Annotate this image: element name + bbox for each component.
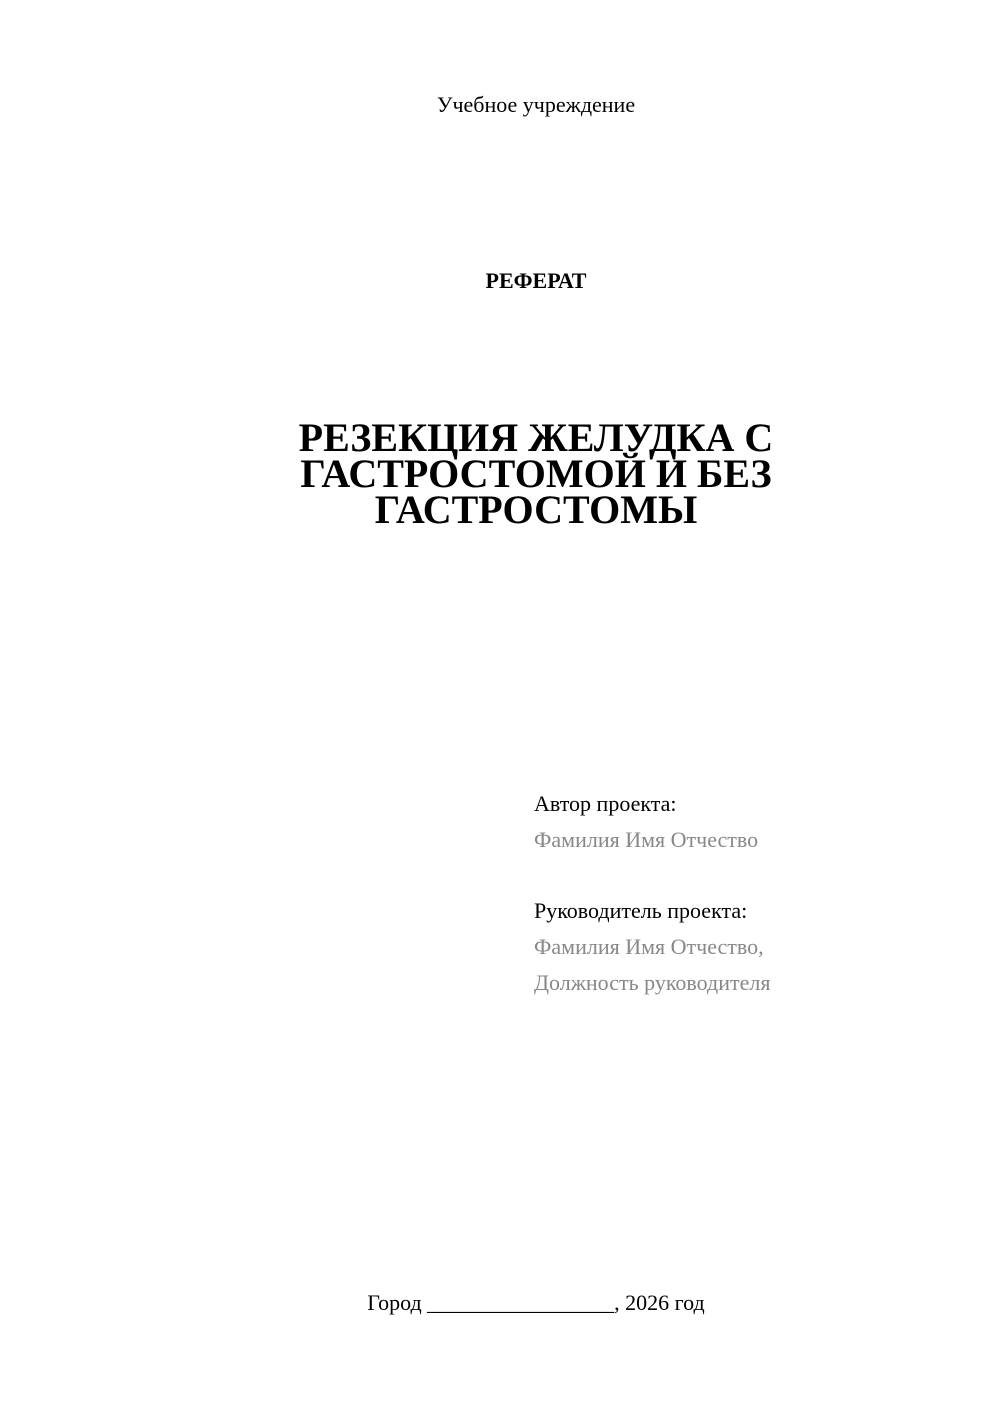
supervisor-label: Руководитель проекта: (534, 898, 748, 923)
supervisor-block (534, 893, 974, 1001)
author-block (534, 786, 974, 858)
supervisor-position: Должность руководителя (534, 970, 771, 995)
author-name: Фамилия Имя Отчество (534, 827, 759, 852)
city-year-footer: Город _________________, 2026 год (367, 1290, 705, 1315)
supervisor-name: Фамилия Имя Отчество, (534, 934, 764, 959)
author-label: Автор проекта: (534, 791, 677, 816)
document-type: РЕФЕРАТ (485, 268, 587, 293)
title-line-3: ГАСТРОСТОМЫ (374, 487, 698, 532)
document-title (236, 415, 836, 532)
title-line-2: ГАСТРОСТОМОЙ И БЕЗ (300, 451, 772, 496)
institution-name: Учебное учреждение (436, 92, 636, 117)
title-line-1: РЕЗЕКЦИЯ ЖЕЛУДКА С (298, 415, 774, 460)
